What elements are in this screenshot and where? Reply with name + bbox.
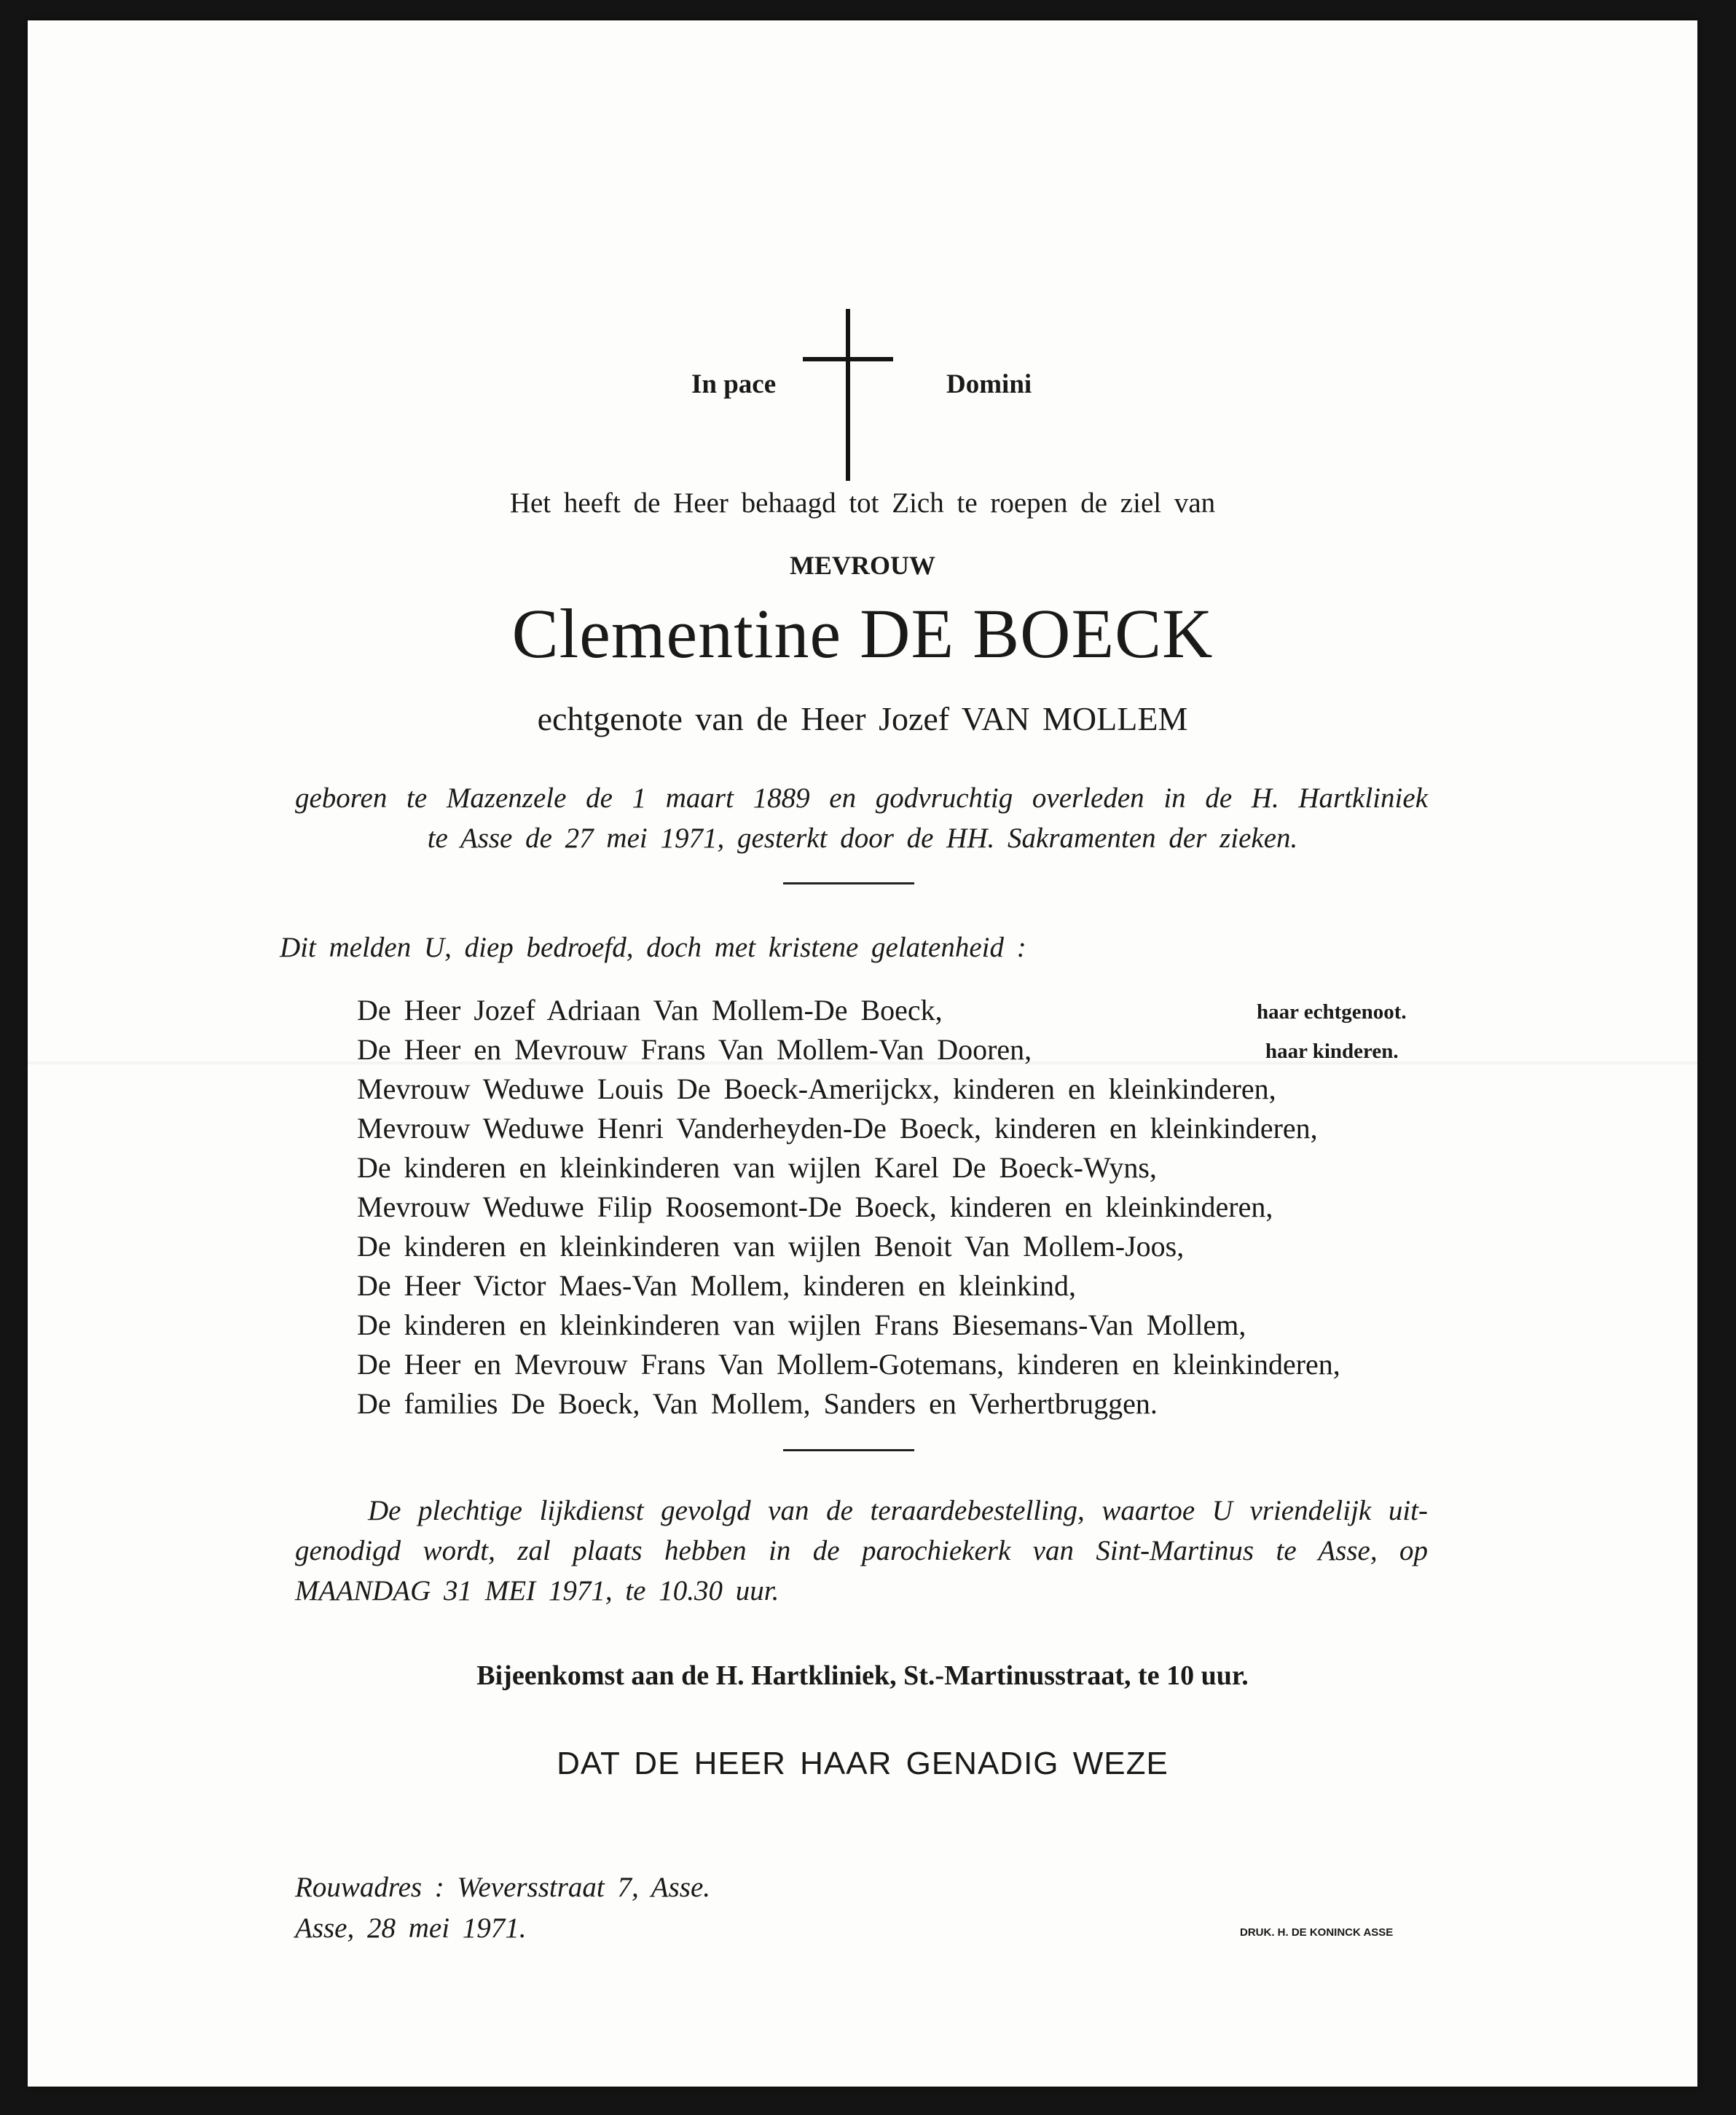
birth-death-line-2: te Asse de 27 mei 1971, gesterkt door de HH. Sakramenten der zieken. bbox=[427, 823, 1298, 854]
family-line: De kinderen en kleinkinderen van wijlen Frans Biesemans-Van Mollem, bbox=[357, 1308, 1246, 1341]
family-line: Mevrouw Weduwe Filip Roosemont-De Boeck, kinderen en kleinkinderen, bbox=[357, 1190, 1273, 1223]
printer-imprint: DRUK. H. DE KONINCK ASSE bbox=[1240, 1926, 1394, 1939]
divider-1 bbox=[783, 882, 914, 884]
family-line: De kinderen en kleinkinderen van wijlen Benoit Van Mollem-Joos, bbox=[357, 1230, 1185, 1263]
family-line: De kinderen en kleinkinderen van wijlen Karel De Boeck-Wyns, bbox=[357, 1151, 1157, 1184]
family-line: Mevrouw Weduwe Louis De Boeck-Amerijckx, kinderen en kleinkinderen, bbox=[357, 1072, 1276, 1105]
mourning-address: Rouwadres : Weversstraat 7, Asse. bbox=[295, 1872, 711, 1903]
family-relation: haar kinderen. bbox=[1265, 1040, 1399, 1063]
family-line: De Heer en Mevrouw Frans Van Mollem-Van Dooren, bbox=[357, 1033, 1032, 1066]
header-left-text: In pace bbox=[691, 369, 777, 399]
date-place: Asse, 28 mei 1971. bbox=[295, 1912, 527, 1944]
family-line: De Heer Jozef Adriaan Van Mollem-De Boeck, bbox=[357, 994, 943, 1027]
title-text: MEVROUW bbox=[790, 551, 935, 580]
gathering-text: Bijeenkomst aan de H. Hartkliniek, St.-Martinusstraat, te 10 uur. bbox=[476, 1660, 1249, 1691]
divider-2 bbox=[783, 1449, 914, 1451]
family-line: De Heer en Mevrouw Frans Van Mollem-Gotemans, kinderen en kleinkinderen, bbox=[357, 1348, 1340, 1381]
family-relation: haar echtgenoot. bbox=[1257, 1000, 1407, 1024]
header-right-text: Domini bbox=[946, 369, 1032, 399]
intro-text: Het heeft de Heer behaagd tot Zich te roepen de ziel van bbox=[509, 487, 1216, 519]
service-line-1: De plechtige lijkdienst gevolgd van de teraardebestelling, waartoe U vriendelijk uit- bbox=[368, 1495, 1428, 1526]
spouse-line: echtgenote van de Heer Jozef VAN MOLLEM bbox=[537, 700, 1188, 737]
family-line: Mevrouw Weduwe Henri Vanderheyden-De Boeck, kinderen en kleinkinderen, bbox=[357, 1112, 1318, 1145]
service-line-3: MAANDAG 31 MEI 1971, te 10.30 uur. bbox=[295, 1575, 779, 1606]
cross-icon-vertical bbox=[846, 309, 850, 481]
family-line: De families De Boeck, Van Mollem, Sanders en Verhertbruggen. bbox=[357, 1387, 1158, 1420]
family-line: De Heer Victor Maes-Van Mollem, kinderen en kleinkind, bbox=[357, 1269, 1077, 1302]
mourning-card bbox=[28, 20, 1697, 2087]
deceased-name: Clementine DE BOECK bbox=[511, 595, 1214, 672]
birth-death-line-1: geboren te Mazenzele de 1 maart 1889 en godvruchtig overleden in de H. Hartkliniek bbox=[295, 782, 1428, 814]
closing-text: DAT DE HEER HAAR GENADIG WEZE bbox=[557, 1746, 1169, 1781]
cross-icon-horizontal bbox=[803, 357, 893, 361]
service-line-2: genodigd wordt, zal plaats hebben in de parochiekerk van Sint-Martinus te Asse, op bbox=[295, 1535, 1428, 1566]
announcement-text: Dit melden U, diep bedroefd, doch met kristene gelatenheid : bbox=[280, 932, 1026, 963]
